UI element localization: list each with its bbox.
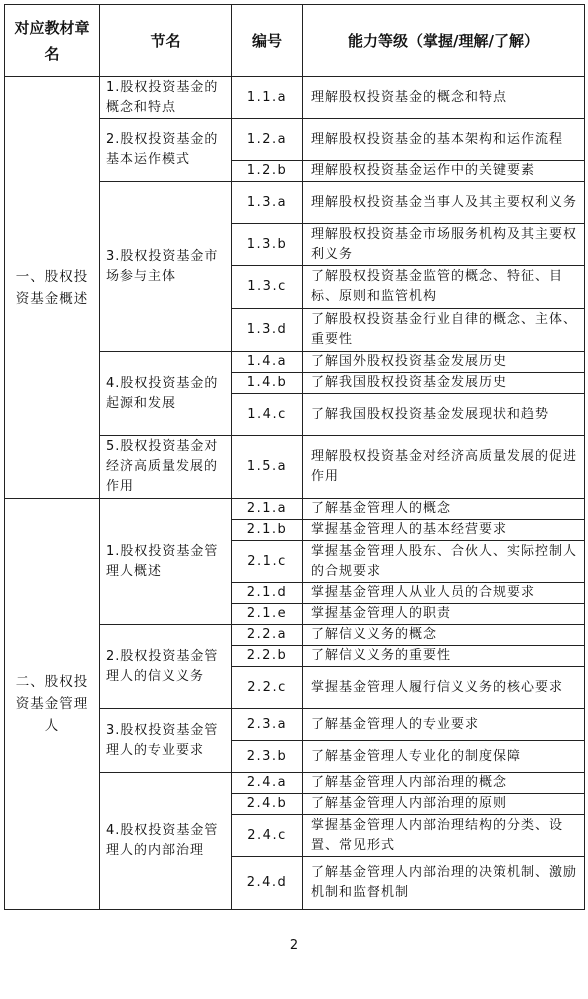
item-code: 1.4.b — [232, 373, 303, 394]
item-code: 1.1.a — [232, 77, 303, 119]
table-row — [5, 77, 585, 119]
section-name: 4.股权投资基金的起源和发展 — [100, 352, 232, 436]
table-row — [5, 499, 585, 520]
item-description: 理解股权投资基金的基本架构和运作流程 — [303, 119, 585, 161]
item-code: 2.1.e — [232, 604, 303, 625]
item-description: 了解信义义务的重要性 — [303, 646, 585, 667]
item-code: 2.3.b — [232, 741, 303, 773]
item-description: 掌握基金管理人的基本经营要求 — [303, 520, 585, 541]
header-chapter: 对应教材章名 — [5, 5, 100, 77]
item-description: 了解股权投资基金监管的概念、特征、目标、原则和监管机构 — [303, 266, 585, 309]
section-name: 2.股权投资基金管理人的信义义务 — [100, 625, 232, 709]
item-code: 2.1.a — [232, 499, 303, 520]
item-code: 1.3.c — [232, 266, 303, 309]
item-description: 了解基金管理人内部治理的决策机制、激励机制和监督机制 — [303, 857, 585, 910]
section-name: 3.股权投资基金管理人的专业要求 — [100, 709, 232, 773]
section-name: 3.股权投资基金市场参与主体 — [100, 182, 232, 352]
item-description: 了解我国股权投资基金发展历史 — [303, 373, 585, 394]
section-name: 2.股权投资基金的基本运作模式 — [100, 119, 232, 182]
item-code: 1.3.d — [232, 309, 303, 352]
item-code: 1.5.a — [232, 436, 303, 499]
table-header-row — [5, 5, 585, 77]
item-description: 理解股权投资基金运作中的关键要素 — [303, 161, 585, 182]
item-code: 2.4.a — [232, 773, 303, 794]
item-code: 1.3.a — [232, 182, 303, 224]
item-description: 了解基金管理人内部治理的原则 — [303, 794, 585, 815]
item-code: 1.2.b — [232, 161, 303, 182]
item-description: 掌握基金管理人的职责 — [303, 604, 585, 625]
item-description: 掌握基金管理人内部治理结构的分类、设置、常见形式 — [303, 815, 585, 857]
item-description: 了解国外股权投资基金发展历史 — [303, 352, 585, 373]
item-code: 2.4.b — [232, 794, 303, 815]
section-name: 1.股权投资基金管理人概述 — [100, 499, 232, 625]
header-level: 能力等级（掌握/理解/了解） — [303, 5, 585, 77]
item-code: 2.2.c — [232, 667, 303, 709]
item-code: 2.3.a — [232, 709, 303, 741]
item-description: 了解基金管理人的专业要求 — [303, 709, 585, 741]
item-code: 2.2.a — [232, 625, 303, 646]
page-number: 2 — [289, 938, 299, 953]
item-description: 掌握基金管理人履行信义义务的核心要求 — [303, 667, 585, 709]
section-name: 1.股权投资基金的概念和特点 — [100, 77, 232, 119]
header-section: 节名 — [100, 5, 232, 77]
table-body — [5, 77, 585, 910]
chapter-name: 一、股权投资基金概述 — [5, 77, 100, 499]
item-code: 2.1.c — [232, 541, 303, 583]
item-description: 了解我国股权投资基金发展现状和趋势 — [303, 394, 585, 436]
item-description: 了解基金管理人内部治理的概念 — [303, 773, 585, 794]
item-description: 了解基金管理人的概念 — [303, 499, 585, 520]
item-description: 了解信义义务的概念 — [303, 625, 585, 646]
item-code: 1.3.b — [232, 224, 303, 266]
item-description: 掌握基金管理人从业人员的合规要求 — [303, 583, 585, 604]
item-code: 1.2.a — [232, 119, 303, 161]
item-description: 了解基金管理人专业化的制度保障 — [303, 741, 585, 773]
header-code: 编号 — [232, 5, 303, 77]
item-description: 掌握基金管理人股东、合伙人、实际控制人的合规要求 — [303, 541, 585, 583]
section-name: 4.股权投资基金管理人的内部治理 — [100, 773, 232, 910]
ability-table — [4, 4, 585, 910]
item-description: 理解股权投资基金当事人及其主要权利义务 — [303, 182, 585, 224]
item-description: 理解股权投资基金市场服务机构及其主要权利义务 — [303, 224, 585, 266]
item-code: 2.2.b — [232, 646, 303, 667]
item-description: 理解股权投资基金的概念和特点 — [303, 77, 585, 119]
section-name: 5.股权投资基金对经济高质量发展的作用 — [100, 436, 232, 499]
chapter-name: 二、股权投资基金管理人 — [5, 499, 100, 910]
item-code: 2.4.d — [232, 857, 303, 910]
item-code: 1.4.a — [232, 352, 303, 373]
item-code: 2.1.b — [232, 520, 303, 541]
item-code: 1.4.c — [232, 394, 303, 436]
item-code: 2.4.c — [232, 815, 303, 857]
item-code: 2.1.d — [232, 583, 303, 604]
item-description: 理解股权投资基金对经济高质量发展的促进作用 — [303, 436, 585, 499]
item-description: 了解股权投资基金行业自律的概念、主体、重要性 — [303, 309, 585, 352]
